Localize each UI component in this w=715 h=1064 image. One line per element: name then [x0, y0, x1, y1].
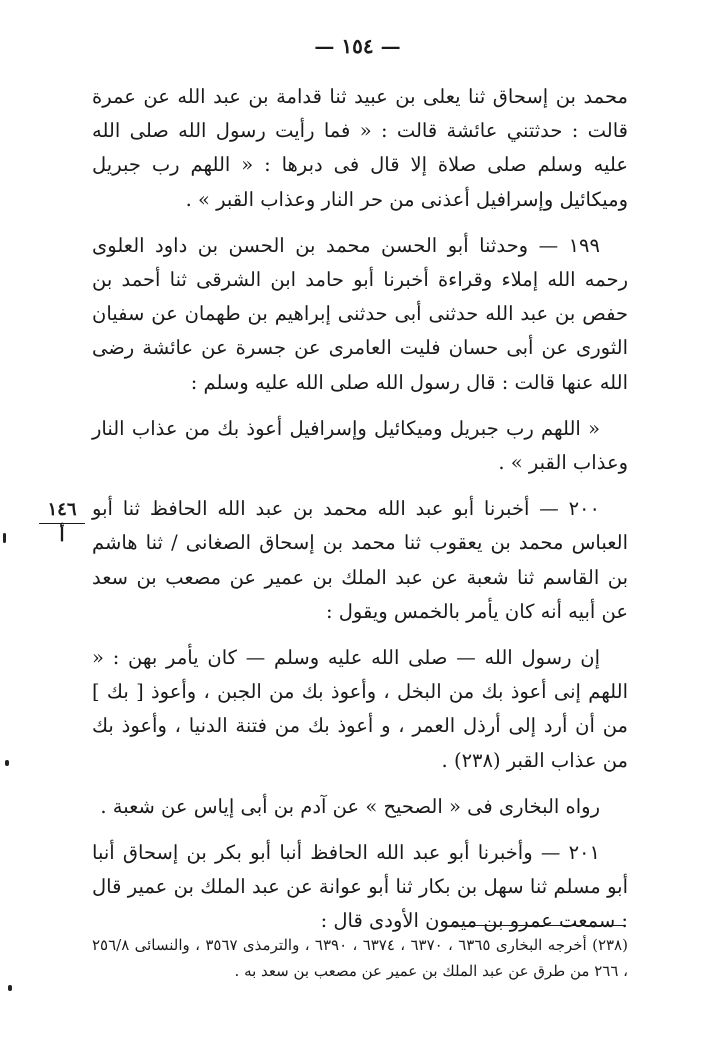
- paragraph-hadith-201: ٢٠١ — وأخبرنا أبو عبد الله الحافظ أنبا أبو بكر بن إسحاق أنبا أبو مسلم ثنا سهل بن بكار ثنا أبو عوانة عن عبد الملك بن عمير قال : سمعت عمرو بن ميمون الأودى قال :: [92, 841, 628, 933]
- paragraph-hadith-chain-continuation: محمد بن إسحاق ثنا يعلى بن عبيد ثنا قدامة بن عبد الله عن عمرة قالت : حدثتني عائشة قالت : « فما رأيت رسول الله صلى الله عليه وسلم صلى صلاة إلا قال فى دبرها : « اللهم رب جبريل وميكائيل وإسرافيل أعذنى من حر النار وعذاب القبر » .: [92, 85, 628, 211]
- scan-speck: [8, 985, 12, 991]
- folio-number: ١٤٦: [47, 499, 77, 520]
- footnote-divider: [454, 925, 624, 926]
- page-number: — ١٥٤ —: [314, 34, 401, 58]
- main-text: [92, 80, 628, 951]
- manuscript-folio-note: [30, 500, 94, 546]
- folio-divider: [39, 523, 85, 524]
- scan-speck: [5, 760, 9, 766]
- footnote-238: (٢٣٨) أخرجه البخارى ٦٣٦٥ ، ٦٣٧٠ ، ٦٣٧٤ ، ٦٣٩٠ ، والترمذى ٣٥٦٧ ، والنسائى ٢٥٦/٨ ، ٢٦٦ من طرق عن عبد الملك بن عمير عن مصعب بن سعد به .: [92, 936, 628, 980]
- paragraph-hadith-200-text: إن رسول الله — صلى الله عليه وسلم — كان يأمر بهن : « اللهم إنى أعوذ بك من البخل ، وأعوذ بك من الجبن ، وأعوذ [ بك ] من أن أرد إلى أرذل العمر ، و أعوذ بك من فتنة الدنيا ، وأعوذ بك من عذاب القبر (٢٣٨) .: [92, 646, 628, 772]
- paragraph-hadith-200: ٢٠٠ — أخبرنا أبو عبد الله محمد بن عبد الله الحافظ ثنا أبو العباس محمد بن يعقوب ثنا محمد بن إسحاق الصغانى / ثنا هاشم بن القاسم ثنا شعبة عن عبد الملك بن عمير عن مصعب بن سعد عن أبيه أنه كان يأمر بالخمس ويقول :: [92, 497, 628, 623]
- folio-side: أ: [59, 525, 65, 546]
- footnotes: [92, 932, 628, 984]
- scan-speck: [3, 533, 6, 543]
- paragraph-hadith-199-text: « اللهم رب جبريل وميكائيل وإسرافيل أعوذ بك من عذاب النار وعذاب القبر » .: [92, 416, 628, 475]
- paragraph-hadith-199: ١٩٩ — وحدثنا أبو الحسن محمد بن الحسن بن داود العلوى رحمه الله إملاء وقراءة أخبرنا أبو حامد ابن الشرقى ثنا أحمد بن حفص بن عبد الله حدثنى أبى حدثنى إبراهيم بن طهمان عن سفيان الثورى عن أبى حسان فليت العامرى عن جسرة عن عائشة رضى الله عنها قالت : قال رسول الله صلى الله عليه وسلم :: [92, 233, 628, 394]
- paragraph-bukhari-note: رواه البخارى فى « الصحيح » عن آدم بن أبى إياس عن شعبة .: [100, 794, 600, 818]
